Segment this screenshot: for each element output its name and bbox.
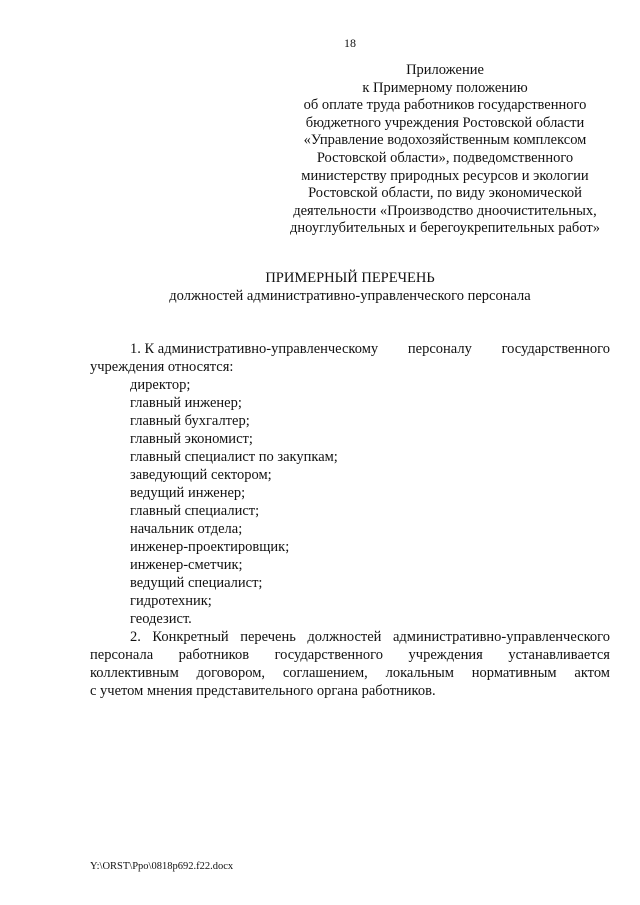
word: соглашением, [282, 665, 368, 681]
title-main: ПРИМЕРНЫЙ ПЕРЕЧЕНЬ [265, 270, 435, 286]
paragraph-2-line-4: с учетом мнения представительного органа работников. [90, 683, 436, 699]
list-item: директор; [130, 377, 191, 393]
word: 1. К административно-управленческому [130, 341, 379, 357]
word: актом [574, 665, 610, 681]
word: устанавливается [508, 647, 610, 663]
list-item: геодезист. [130, 611, 192, 627]
word: договором, [196, 665, 266, 681]
list-item: главный инженер; [130, 395, 242, 411]
file-path-footer: Y:\ORST\Ppo\0818p692.f22.docx [90, 861, 234, 872]
word: работников [178, 647, 250, 663]
list-item: главный бухгалтер; [130, 413, 250, 429]
list-item: инженер-проектировщик; [130, 539, 290, 555]
appendix-header [272, 62, 618, 238]
list-item: главный специалист по закупкам; [130, 449, 338, 465]
word: должностей [307, 629, 382, 645]
appendix-line: об оплате труда работников государственного [303, 97, 587, 114]
paragraph-2-line-3 [90, 664, 610, 682]
appendix-line: министерству природных ресурсов и экологии [301, 167, 589, 184]
word: локальным [385, 665, 454, 681]
appendix-line: «Управление водохозяйственным комплексом [303, 132, 587, 149]
title-subtitle: должностей административно-управленческого персонала [169, 288, 531, 304]
word: учреждения [408, 647, 483, 663]
page-number: 18 [344, 36, 356, 50]
list-item: ведущий инженер; [130, 485, 246, 501]
list-item: ведущий специалист; [130, 575, 263, 591]
list-item: заведующий сектором; [130, 467, 272, 483]
paragraph-2-line-1 [90, 628, 610, 646]
word: персоналу [407, 341, 472, 357]
word: Конкретный [152, 629, 229, 645]
appendix-line: деятельности «Производство дноочистительных, [293, 202, 597, 219]
word: административно-управленческого [392, 629, 610, 645]
list-item: главный экономист; [130, 431, 253, 447]
list-item: инженер-сметчик; [130, 557, 243, 573]
appendix-line: дноуглубительных и берегоукрепительных работ» [290, 220, 600, 237]
word: перечень [240, 629, 296, 645]
paragraph-1-first-line [90, 340, 610, 358]
paragraph-1-rest: учреждения относятся: [90, 359, 234, 375]
list-item: гидротехник; [130, 593, 212, 609]
appendix-line: Ростовской области, по виду экономической [308, 185, 582, 202]
word: государственного [501, 341, 610, 357]
appendix-line: бюджетного учреждения Ростовской области [305, 114, 585, 131]
appendix-line: Приложение [406, 62, 484, 78]
positions-list [90, 376, 610, 628]
document-body [90, 340, 610, 700]
word: персонала [90, 647, 154, 663]
word: государственного [274, 647, 384, 663]
paragraph-2-line-2 [90, 646, 610, 664]
word: 2. [130, 629, 141, 645]
document-title [90, 269, 610, 305]
word: коллективным [90, 665, 179, 681]
list-item: начальник отдела; [130, 521, 243, 537]
word: нормативным [471, 665, 557, 681]
list-item: главный специалист; [130, 503, 260, 519]
appendix-line: к Примерному положению [362, 79, 528, 96]
appendix-line: Ростовской области», подведомственного [316, 149, 574, 166]
